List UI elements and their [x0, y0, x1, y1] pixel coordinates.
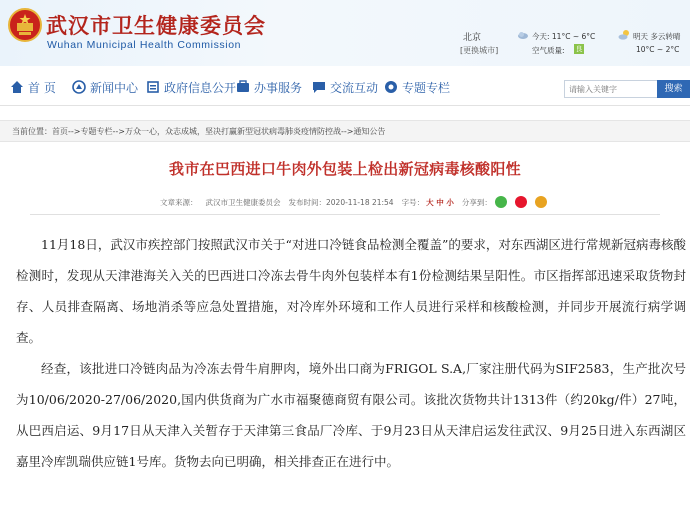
article-divider [30, 214, 660, 215]
share-label: 分享到： [461, 197, 492, 207]
weibo-share-icon[interactable] [515, 196, 527, 208]
source-value: 武汉市卫生健康委员会 [205, 197, 281, 207]
weather-today: 今天: 11°C ~ 6°C [532, 32, 596, 41]
font-size-label: 字号： [401, 197, 425, 207]
topic-icon [384, 80, 398, 94]
article-paragraph: 11月18日，武汉市疾控部门按照武汉市关于“对进口冷链食品检测全覆盖”的要求，对东西湖区进行常规新冠病毒核酸检测时，发现从天津港海关入关的巴西进口冷冻去骨牛肉外包装样本有1份检测结果呈阳性。市区指挥部迅速采取货物封存、人员排查隔离、场地消杀等应急处置措施，对冷库外环境和工作人员进行采样和核酸检测，并同步开展流行病学调查。 [16, 237, 686, 345]
nav-item-label: 政府信息公开 [164, 80, 237, 95]
site-header [0, 0, 690, 66]
air-quality-badge: 良 [575, 45, 583, 53]
source-label: 文章来源： [160, 197, 198, 207]
info-icon [146, 80, 160, 94]
nav-item-info[interactable] [146, 78, 236, 96]
nav-item-service[interactable] [236, 78, 302, 96]
wechat-share-icon[interactable] [495, 196, 507, 208]
news-icon [72, 80, 86, 94]
cloud-sun-icon [618, 29, 630, 41]
cloud-icon [517, 29, 529, 41]
national-emblem-icon [8, 8, 42, 42]
article-meta [160, 196, 555, 208]
site-title: 武汉市卫生健康委员会 [46, 14, 266, 38]
nav-item-label: 新闻中心 [90, 80, 139, 95]
article-paragraph: 经查，该批进口冷链肉品为冷冻去骨牛肩胛肉，境外出口商为FRIGOL S.A,厂家注册代码为SIF2583，生产批次号为10/06/2020-27/06/2020,国内供货商为广水市福聚德商贸有限公司。该批次货物共计1313件（约20kg/件）27吨，从巴西启运、9月17日从天津入关暂存于天津第三食品厂冷库、于9月23日从天津启运发往武汉、9月25日进入东西湖区嘉里冷库凯瑞供应链1号库。货物去向已明确，相关排查正在进行中。 [16, 361, 686, 469]
air-quality-label: 空气质量: [532, 46, 565, 55]
home-icon [10, 80, 24, 94]
publish-time: 发布时间：2020-11-18 21:54 [288, 197, 394, 207]
nav-item-label: 首 页 [28, 80, 56, 95]
nav-item-label: 交流互动 [330, 80, 379, 95]
qzone-share-icon[interactable] [535, 196, 547, 208]
breadcrumb[interactable]: 当前位置：首页-->专题专栏-->万众一心，众志成城，坚决打赢新型冠状病毒肺炎疫情防控战-->通知公告 [12, 127, 386, 136]
weather-tomorrow: 明天 多云转晴 [633, 32, 681, 41]
nav-item-news[interactable] [72, 78, 138, 96]
nav-item-topics[interactable] [384, 78, 450, 96]
article-title: 我市在巴西进口牛肉外包装上检出新冠病毒核酸阳性 [169, 160, 521, 178]
main-nav [0, 68, 690, 106]
search-input[interactable] [564, 80, 660, 98]
chat-icon [312, 80, 326, 94]
city-name: 北京 [463, 33, 482, 43]
change-city-link[interactable]: [更换城市] [460, 46, 499, 55]
breadcrumb-bar [0, 120, 690, 142]
nav-item-interaction[interactable] [312, 78, 378, 96]
font-size-options[interactable]: 大 中 小 [426, 197, 454, 207]
weather-tomorrow-temp: 10°C ~ 2°C [636, 45, 680, 54]
nav-item-label: 专题专栏 [402, 80, 451, 95]
search-button[interactable]: 搜索 [657, 80, 690, 98]
nav-item-home[interactable] [10, 78, 56, 96]
service-icon [236, 80, 250, 94]
site-title-en: Wuhan Municipal Health Commission [47, 39, 242, 51]
nav-item-label: 办事服务 [254, 80, 303, 95]
